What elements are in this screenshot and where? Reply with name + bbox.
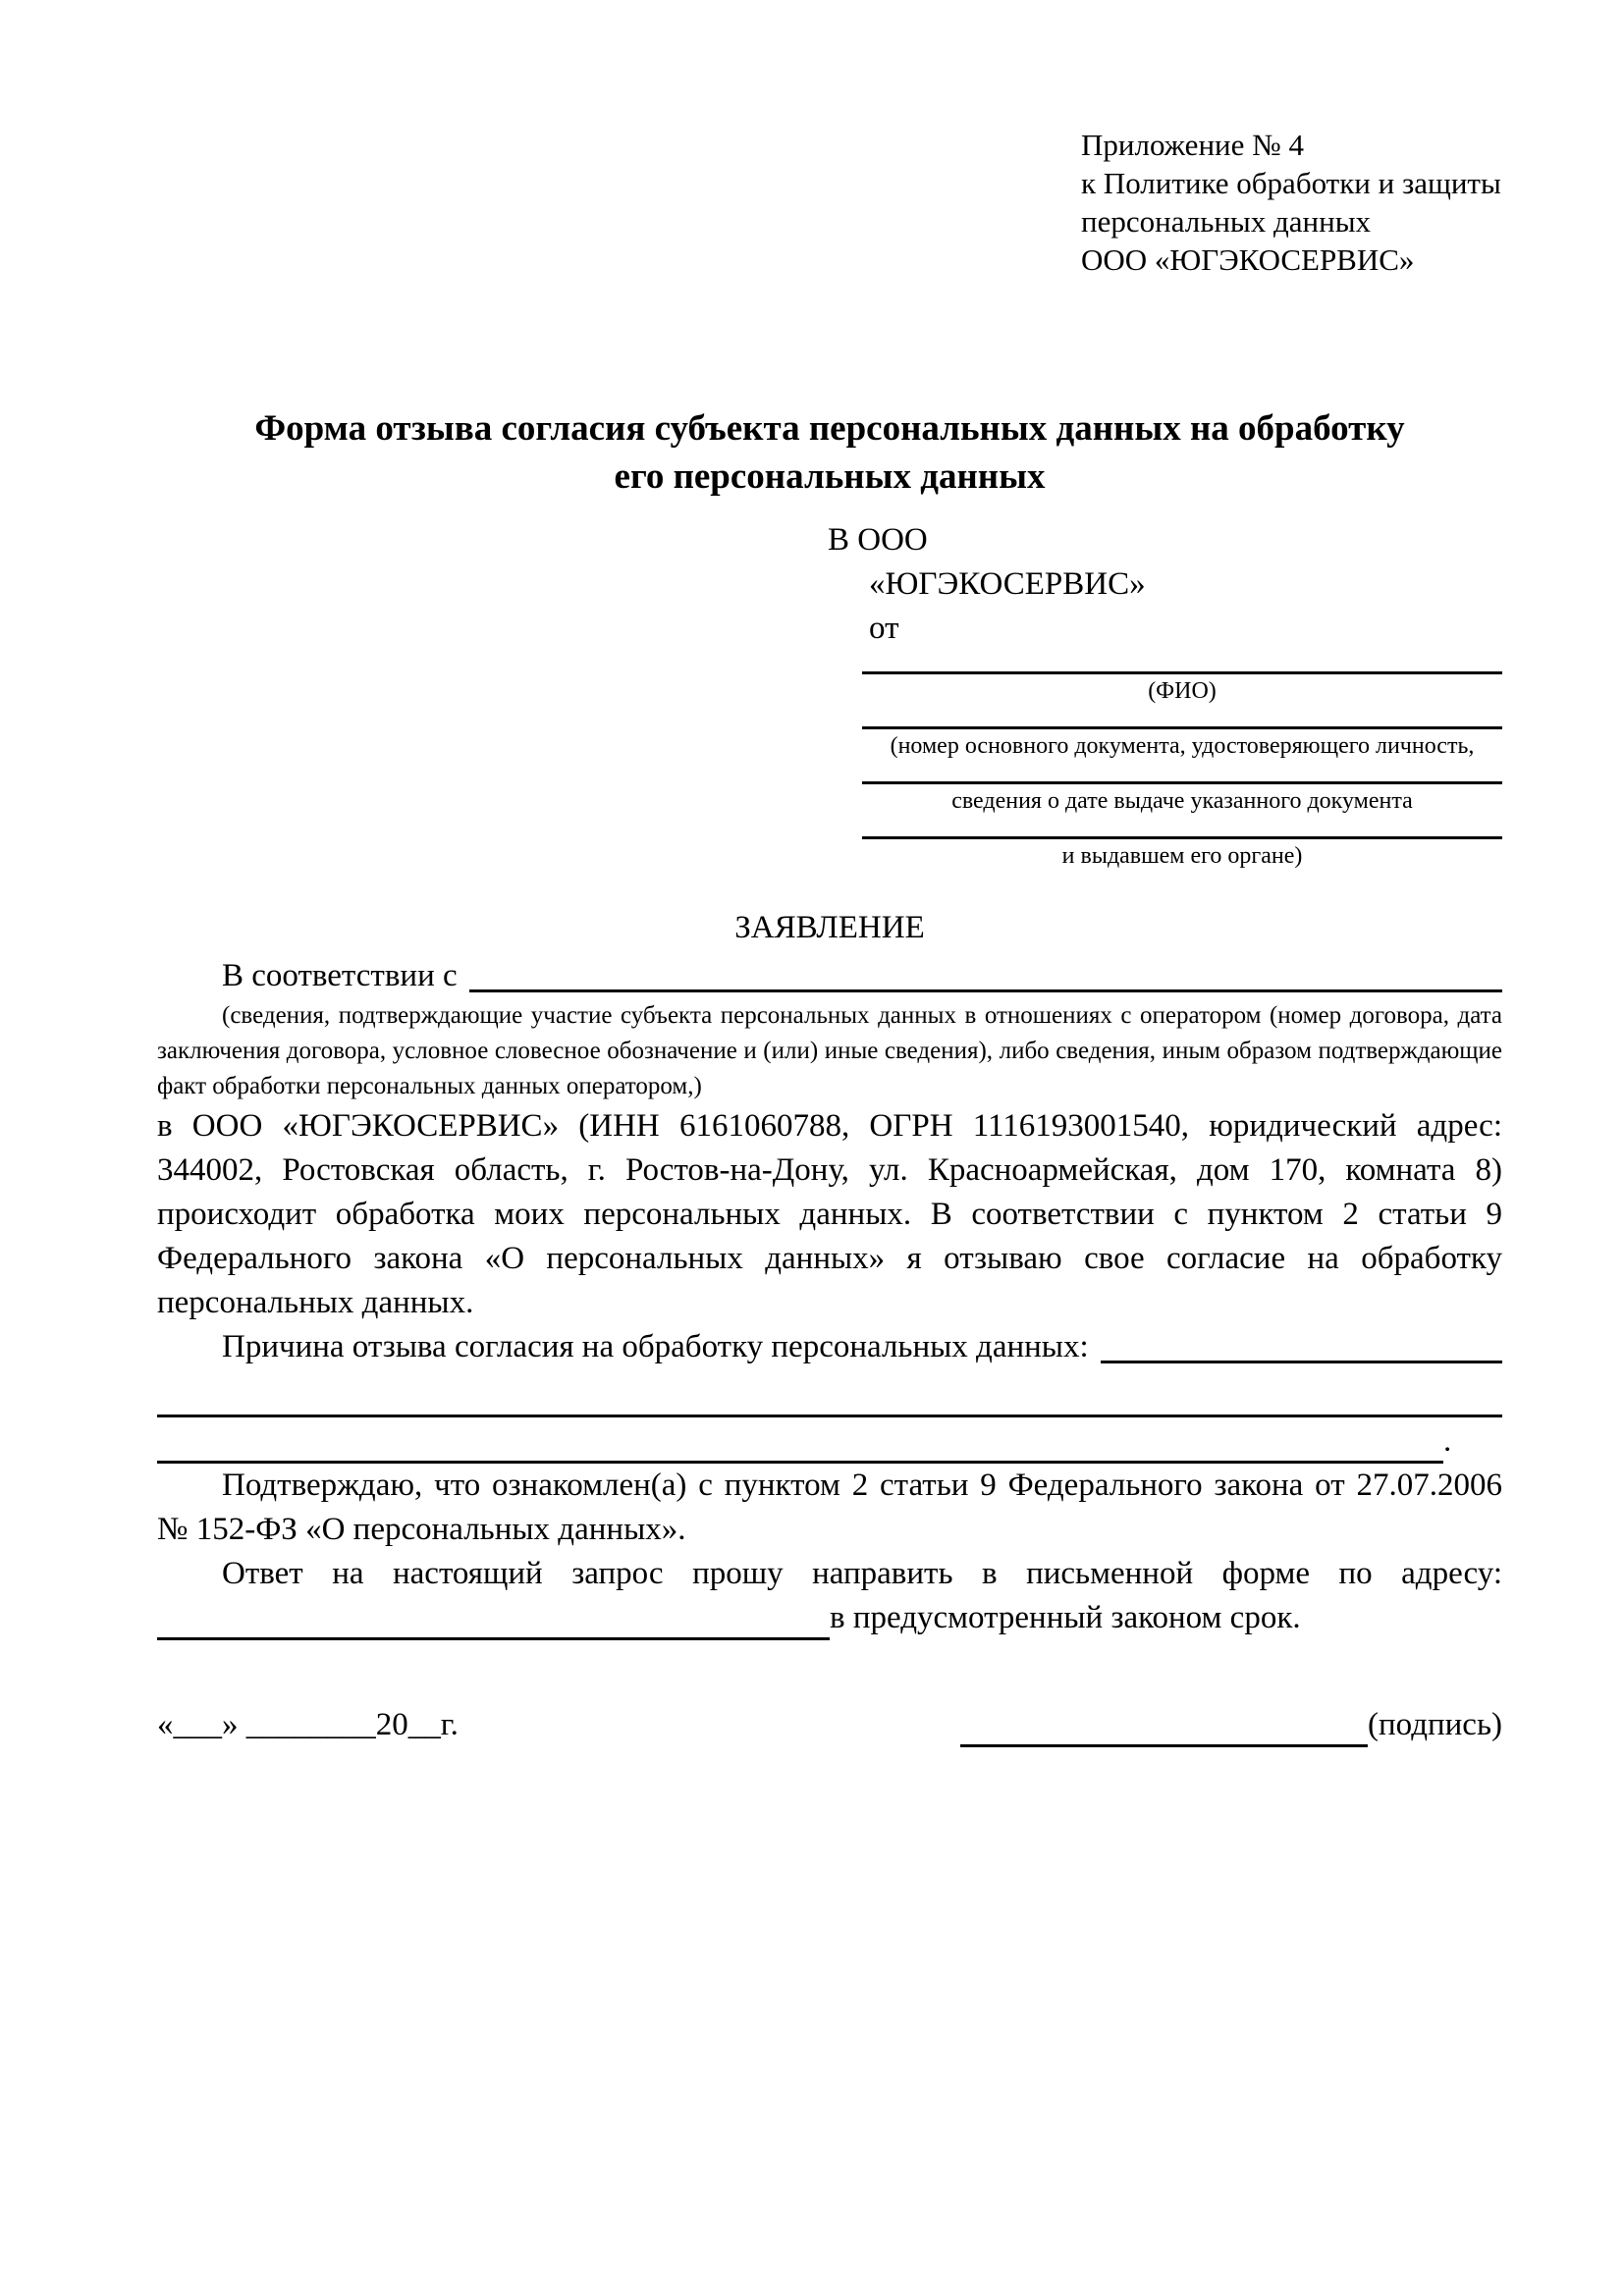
addressee-org-name: «ЮГЭКОСЕРВИС»: [869, 566, 1146, 602]
blank-line-terminator: .: [1443, 1423, 1452, 1459]
fio-field: [862, 653, 1502, 706]
issue-date-blank-line[interactable]: [862, 763, 1502, 784]
basis-label: В соответствии с: [222, 958, 458, 993]
basis-footnote: (сведения, подтверждающие участие субъекта персональных данных в отношениях с оператором (номер договора, дата заключения договора, условное словесное обозначение и (или) иные сведения), либо сведения, иным образом подтверждающие факт обработки персональных данных оператором,): [157, 1002, 1502, 1099]
id-document-number-field: [862, 708, 1502, 761]
reason-extra-blank-line-1[interactable]: [157, 1415, 1502, 1417]
document-title-line: его персональных данных: [614, 456, 1046, 497]
reason-extra-blank-row: [157, 1419, 1502, 1464]
addressee-from-label: от: [869, 611, 899, 646]
addressee-block: [828, 518, 1502, 871]
issue-date-caption: сведения о дате выдаче указанного документа: [951, 788, 1413, 814]
reason-extra-blank-line-2[interactable]: [157, 1422, 1443, 1464]
signature-caption: (подпись): [1368, 1707, 1502, 1742]
annex-note-line: ООО «ЮГЭКОСЕРВИС»: [1081, 242, 1415, 277]
reply-address-blank-line[interactable]: [157, 1601, 830, 1640]
confirmation-paragraph: Подтверждаю, что ознакомлен(а) с пунктом 2 статьи 9 Федерального закона от 27.07.2006 № 152-ФЗ «О персональных данных».: [157, 1468, 1502, 1547]
footer-row: [157, 1703, 1502, 1747]
id-document-number-caption: (номер основного документа, удостоверяющего личность,: [890, 733, 1475, 759]
statement-heading: ЗАЯВЛЕНИЕ: [734, 910, 925, 945]
signature-group: [960, 1703, 1502, 1747]
id-document-number-blank-line[interactable]: [862, 708, 1502, 729]
issuing-authority-blank-line[interactable]: [862, 818, 1502, 839]
issue-date-field: [862, 763, 1502, 816]
reason-line: [157, 1325, 1502, 1369]
signature-blank-line[interactable]: [960, 1708, 1368, 1747]
reply-request-line: Ответ на настоящий запрос прошу направить в письменной форме по адресу:: [222, 1556, 1502, 1591]
document-title: [157, 404, 1502, 501]
addressee-to-prefix: В ООО: [828, 522, 928, 558]
date-blank-template[interactable]: «___» ________20__г.: [157, 1707, 459, 1742]
statement-body: в ООО «ЮГЭКОСЕРВИС» (ИНН 6161060788, ОГРН 1116193001540, юридический адрес: 344002, Ростовская область, г. Ростов-на-Дону, ул. Красноармейская, дом 170, комната 8) происходит обработка моих персональных данных. В соответствии с пунктом 2 статьи 9 Федерального закона «О персональных данных» я отзываю свое согласие на обработку персональных данных.: [157, 1108, 1502, 1320]
issuing-authority-field: [862, 818, 1502, 871]
fio-blank-line[interactable]: [862, 653, 1502, 674]
annex-note-line: к Политике обработки и защиты: [1081, 166, 1501, 200]
basis-line: [157, 954, 1502, 998]
annex-note-line: персональных данных: [1081, 204, 1372, 239]
document-title-line: Форма отзыва согласия субъекта персональных данных на обработку: [254, 408, 1405, 449]
reply-address-row: [157, 1596, 1502, 1640]
annex-note: [1081, 126, 1502, 279]
fio-caption: (ФИО): [1148, 678, 1217, 704]
basis-blank-line[interactable]: [469, 954, 1502, 992]
annex-note-line: Приложение № 4: [1081, 128, 1304, 162]
reason-blank-line[interactable]: [1101, 1325, 1502, 1363]
reply-suffix: в предусмотренный законом срок.: [830, 1600, 1301, 1635]
issuing-authority-caption: и выдавшем его органе): [1061, 843, 1303, 869]
reason-label: Причина отзыва согласия на обработку персональных данных:: [222, 1329, 1089, 1364]
